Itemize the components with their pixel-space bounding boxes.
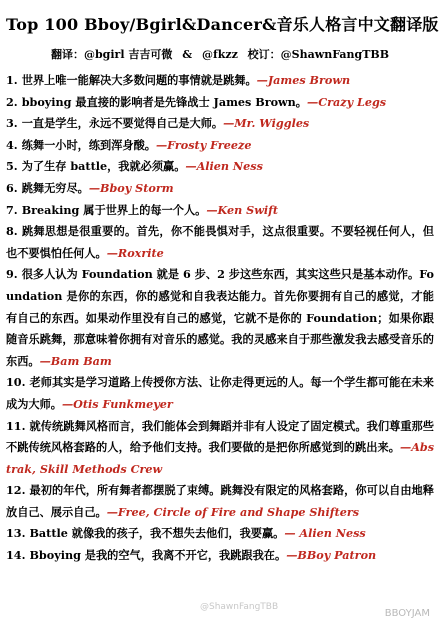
translation-credit-2: @fkzz (201, 48, 238, 61)
quote-text: 老师其实是学习道路上传授你方法、让你走得更远的人。每一个学生都可能在未来成为大师。 (6, 375, 434, 411)
quote-number: 9. (6, 267, 18, 282)
quote-text: Breaking 属于世界上的每一个人。 (21, 202, 207, 217)
credit-ampersand: & (182, 48, 193, 61)
quote-number: 10. (6, 375, 26, 390)
quote-author: —Roxrite (106, 245, 164, 260)
translation-credit: 翻译：@bgirl 吉吉可微 (50, 48, 173, 61)
quote-author: —Free, Circle of Fire and Shape Shifters (106, 504, 360, 519)
quote-author: —Frosty Freeze (155, 137, 252, 152)
quote-author: —Alien Ness (185, 159, 263, 174)
quote-item (6, 480, 434, 523)
quote-text: Bboying 是我的空气，我离不开它，我跳跟我在。 (29, 548, 287, 563)
quote-text: 很多人认为 Foundation 就是 6 步、2 步这些东西，其实这些只是基本动作。Foundation 是你的东西，你的感觉和自我表达能力。首先你要拥有自己的感觉，才能有自己的东西。如果动作里没有自己的感觉，它就不是你的 Foundation；如果你跟随音乐跳舞，那意味着你拥有对音乐的感觉。我的灵感来自于那些激发我去感受音乐的东西。 (6, 267, 434, 368)
quote-item (6, 113, 434, 135)
quote-text: 世界上唯一能解决大多数问题的事情就是跳舞。 (21, 73, 257, 87)
quote-author: —Otis Funkmeyer (61, 396, 173, 411)
quote-number: 4. (6, 137, 18, 152)
watermark-brand: BBOYJAM (384, 608, 430, 619)
quote-text: 最初的年代，所有舞者都摆脱了束缚。跳舞没有限定的风格套路，你可以自由地释放自己、展示自己。 (6, 483, 434, 519)
quote-text: bboying 最直接的影响者是先锋战士 James Brown。 (21, 94, 307, 109)
quote-number: 12. (6, 483, 26, 498)
quote-item (6, 372, 434, 415)
watermark-handle: @ShawnFangTBB (200, 602, 279, 612)
quote-item (6, 70, 434, 92)
quote-author: —Crazy Legs (307, 94, 387, 109)
quote-item (6, 264, 434, 372)
quote-author: —BBoy Patron (286, 548, 377, 563)
quote-number: 11. (6, 418, 26, 433)
quote-number: 13. (6, 526, 26, 541)
quote-item (6, 523, 434, 545)
quote-item (6, 200, 434, 222)
quote-item (6, 156, 434, 178)
quote-number: 1. (6, 73, 18, 87)
quote-text: 就传统跳舞风格而言，我们能体会到舞蹈并非有人设定了固定模式。我们尊重那些不跳传统风格套路的人，给予他们支持。我们要做的是把你所感觉到的跳出来。 (6, 418, 434, 455)
quote-text: 跳舞无穷尽。 (21, 180, 89, 195)
quote-number: 14. (6, 548, 26, 563)
quote-author: —Bam Bam (39, 353, 112, 368)
quote-author: — Alien Ness (284, 526, 366, 541)
quote-text: 跳舞思想是很重要的。首先，你不能畏惧对手，这点很重要。不要轻视任何人，但也不要惧怕任何人。 (6, 224, 434, 260)
quote-author: —Ken Swift (206, 202, 279, 217)
quote-number: 5. (6, 159, 18, 174)
quote-number: 6. (6, 180, 18, 195)
proofread-credit: 校订：@ShawnFangTBB (247, 48, 390, 61)
quote-item (6, 416, 434, 481)
quote-author: —Abstrak, Skill Methods Crew (6, 440, 434, 476)
quote-number: 8. (6, 224, 18, 239)
quote-text: 为了生存 battle，我就必须赢。 (21, 159, 186, 174)
quote-number: 2. (6, 94, 18, 109)
quote-number: 3. (6, 116, 18, 131)
quote-number: 7. (6, 202, 18, 217)
credits-line (6, 48, 434, 62)
page-title: Top 100 Bboy/Bgirl&Dancer&音乐人格言中文翻译版 (6, 15, 439, 34)
quote-item (6, 135, 434, 157)
quote-text: 练舞一小时，练到浑身酸。 (21, 137, 156, 152)
quote-author: —Bboy Storm (88, 180, 174, 195)
quote-text: Battle 就像我的孩子，我不想失去他们，我要赢。 (29, 526, 285, 541)
quote-text: 一直是学生，永远不要觉得自己是大师。 (21, 116, 224, 131)
quote-item (6, 178, 434, 200)
quote-item (6, 92, 434, 114)
quote-author: —Mr. Wiggles (223, 116, 310, 131)
quote-item (6, 545, 434, 567)
quote-author: —James Brown (256, 73, 351, 87)
quote-list (6, 70, 434, 567)
quote-item (6, 221, 434, 264)
